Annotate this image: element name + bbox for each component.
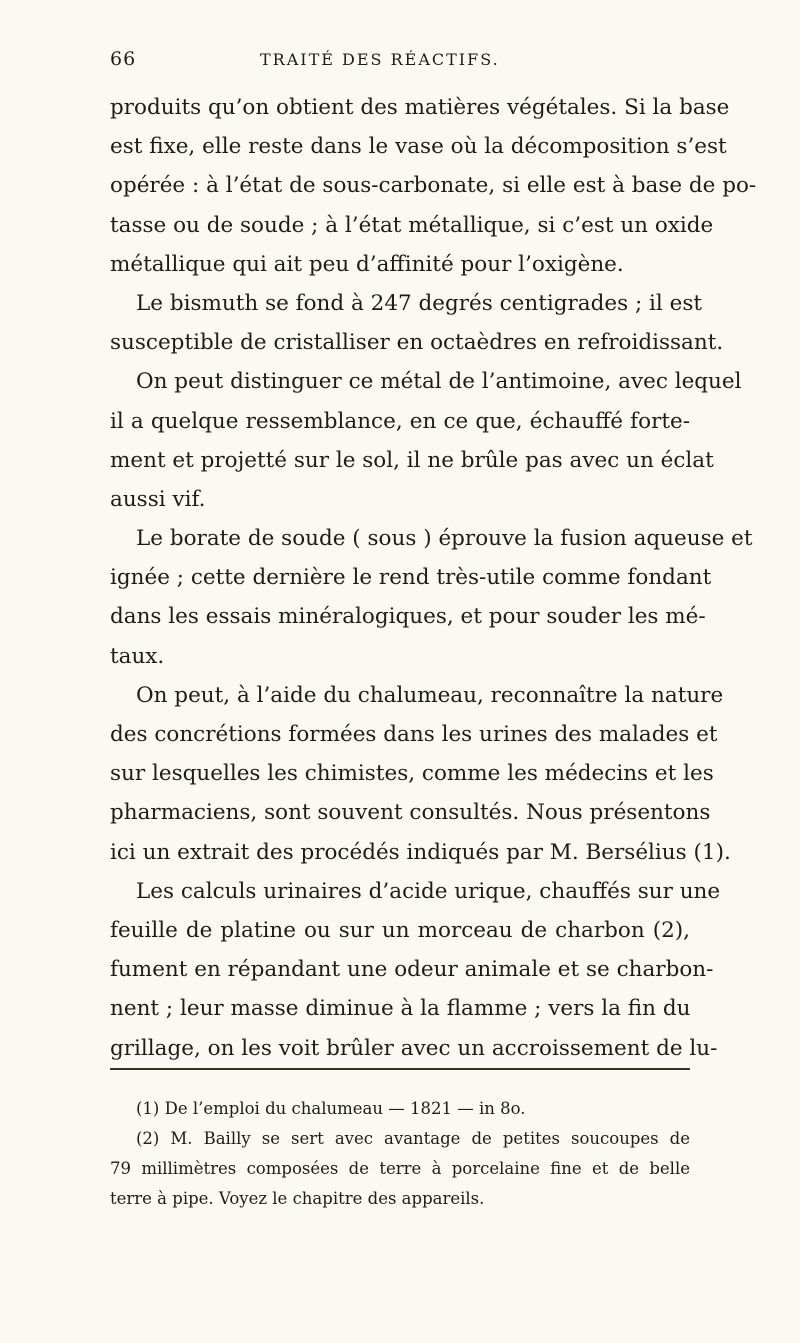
text-line: sur lesquelles les chimistes, comme les médecins et les <box>110 761 714 787</box>
text-line: ment et projetté sur le sol, il ne brûle pas avec un éclat <box>110 447 714 473</box>
running-title: TRAITÉ DES RÉACTIFS. <box>260 50 500 69</box>
footnote-line: (1) De l’emploi du chalumeau — 1821 — in 8o. <box>136 1099 526 1118</box>
footnotes <box>110 1094 690 1214</box>
text-line: susceptible de cristalliser en octaèdres en refroidissant. <box>110 330 724 356</box>
text-line: dans les essais minéralogiques, et pour souder les mé- <box>110 604 706 630</box>
text-line: métallique qui ait peu d’affinité pour l’oxigène. <box>110 251 624 277</box>
footnote-line: (2) M. Bailly se sert avec avantage de petites soucoupes de <box>136 1129 690 1148</box>
footnote-line: 79 millimètres composées de terre à porcelaine fine et de belle <box>110 1159 690 1178</box>
text-line: est fixe, elle reste dans le vase où la décomposition s’est <box>110 134 727 160</box>
page-number: 66 <box>110 48 137 70</box>
body-text <box>110 88 757 1068</box>
text-line: Le bismuth se fond à 247 degrés centigrades ; il est <box>136 290 703 316</box>
text-line: aussi vif. <box>110 486 206 512</box>
text-line: On peut, à l’aide du chalumeau, reconnaître la nature <box>136 682 724 708</box>
text-line: On peut distinguer ce métal de l’antimoine, avec lequel <box>136 369 742 395</box>
text-line: produits qu’on obtient des matières végétales. Si la base <box>110 95 730 120</box>
text-line: des concrétions formées dans les urines des malades et <box>110 722 718 747</box>
text-line: feuille de platine ou sur un morceau de charbon (2), <box>110 917 690 943</box>
text-line: tasse ou de soude ; à l’état métallique, si c’est un oxide <box>110 212 714 238</box>
text-line: Les calculs urinaires d’acide urique, chauffés sur une <box>136 878 721 904</box>
text-line: Le borate de soude ( sous ) éprouve la fusion aqueuse et <box>136 526 753 552</box>
text-line: ici un extrait des procédés indiqués par M. Bersélius (1). <box>110 839 731 865</box>
text-line: taux. <box>110 643 165 669</box>
running-head <box>110 48 670 78</box>
text-line: pharmaciens, sont souvent consultés. Nous présentons <box>110 800 711 826</box>
text-line: opérée : à l’état de sous-carbonate, si elle est à base de po- <box>110 173 757 199</box>
text-line: il a quelque ressemblance, en ce que, échauffé forte- <box>110 408 690 434</box>
footnote-rule <box>110 1068 690 1070</box>
text-line: grillage, on les voit brûler avec un accroissement de lu- <box>110 1035 718 1061</box>
footnote-line: terre à pipe. Voyez le chapitre des appareils. <box>110 1189 485 1208</box>
text-line: fument en répandant une odeur animale et se charbon- <box>110 957 714 983</box>
text-line: ignée ; cette dernière le rend très-utile comme fondant <box>110 565 712 591</box>
text-line: nent ; leur masse diminue à la flamme ; vers la fin du <box>110 996 691 1022</box>
